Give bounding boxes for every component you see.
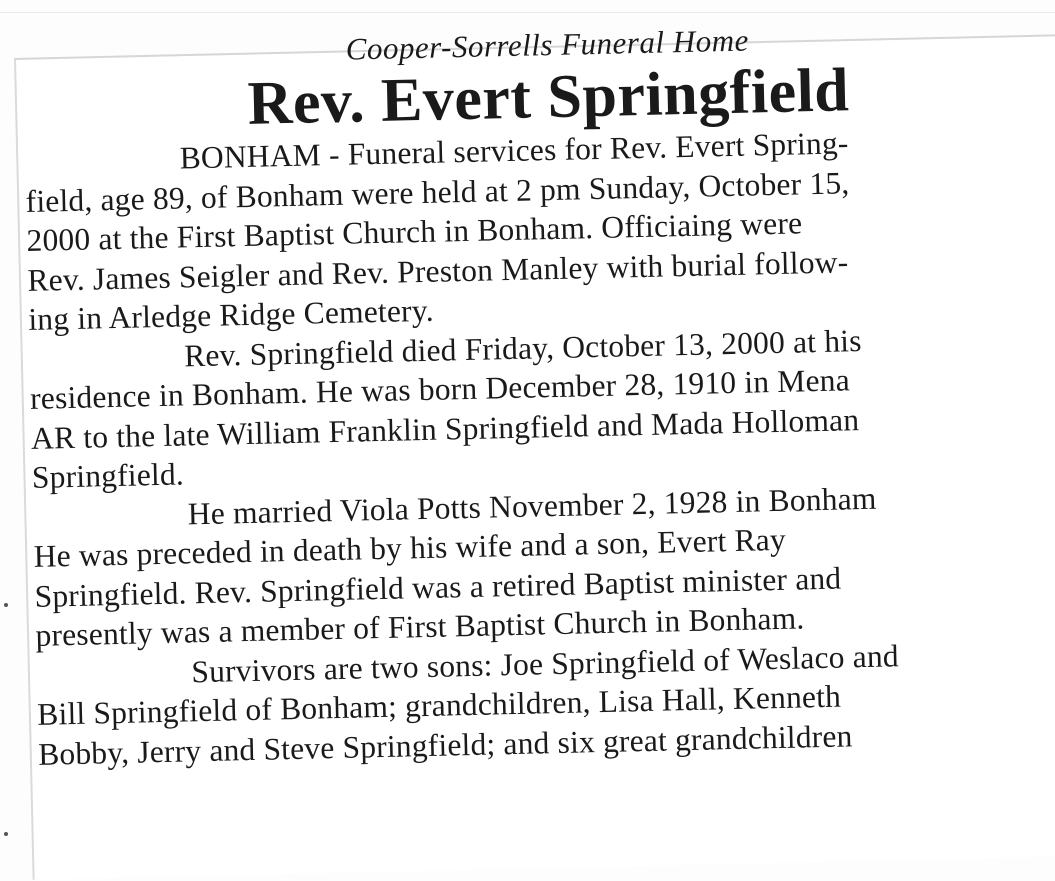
text-line: field, age 89, of Bonham were held at 2 pm Sunday, October 15, xyxy=(25,164,850,219)
text-line: Springfield. xyxy=(31,456,185,495)
text-line: BONHAM - Funeral services for Rev. Evert Spring- xyxy=(179,125,849,176)
text-line: Rev. James Seigler and Rev. Preston Manley with burial follow- xyxy=(27,243,849,298)
text-line: Survivors are two sons: Joe Springfield of Weslaco and xyxy=(190,637,900,689)
scan-speck xyxy=(4,832,8,836)
text-line: Bobby, Jerry and Steve Springfield; and six great grandchildren xyxy=(37,717,853,772)
text-line: He married Viola Potts November 2, 1928 in Bonham xyxy=(187,480,877,531)
text-line: residence in Bonham. He was born December 28, 1910 in Mena xyxy=(29,362,851,416)
scan-speck xyxy=(4,603,8,607)
text-line: He was preceded in death by his wife and a son, Evert Ray xyxy=(33,521,787,574)
page-edge xyxy=(0,12,1055,13)
text-line: 2000 at the First Baptist Church in Bonham. Officiaing were xyxy=(26,205,803,258)
text-line: Springfield. Rev. Springfield was a retired Baptist minister and xyxy=(34,560,842,614)
obituary-text xyxy=(22,15,1055,773)
text-line: Bill Springfield of Bonham; grandchildren, Lisa Hall, Kenneth xyxy=(36,678,842,732)
text-line: presently was a member of First Baptist Church in Bonham. xyxy=(35,600,805,653)
text-line: Rev. Springfield died Friday, October 13, 2000 at his xyxy=(183,322,862,373)
deceased-name: Rev. Evert Springfield xyxy=(246,56,850,138)
funeral-home-name: Cooper-Sorrells Funeral Home xyxy=(345,22,750,67)
text-line: ing in Arledge Ridge Cemetery. xyxy=(27,292,435,337)
text-line: AR to the late William Franklin Springfield and Mada Holloman xyxy=(30,401,860,456)
